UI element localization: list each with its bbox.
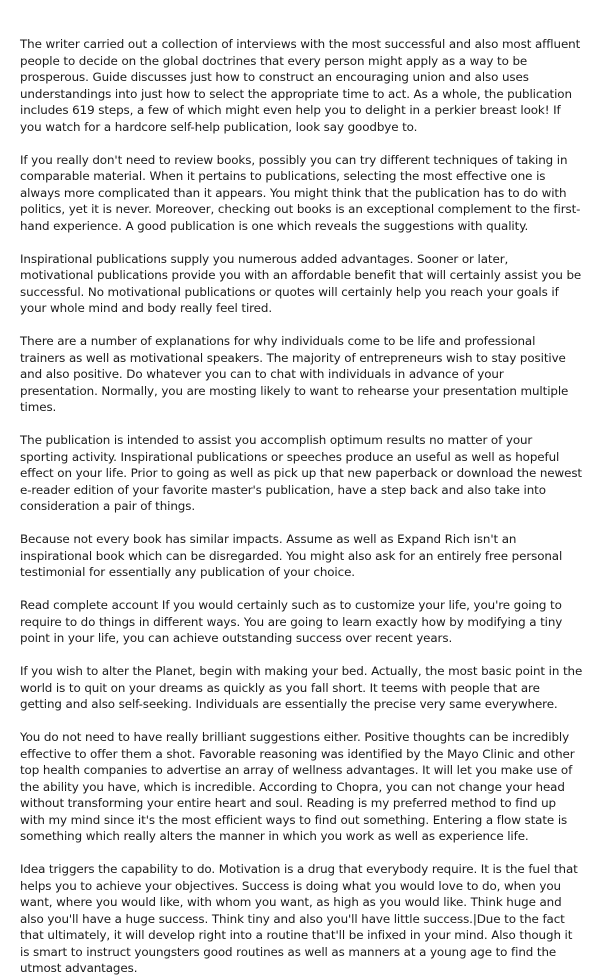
paragraph-7: Read complete account If you would certainly such as to customize your life, you're going to require to do things in different ways. You are going to learn exactly how by modifying a tiny point in your life, you can achieve outstanding success over recent years. (20, 598, 563, 645)
paragraph-6: Because not every book has similar impacts. Assume as well as Expand Rich isn't an inspirational book which can be disregarded. You might also ask for an entirely free personal testimonial for essentially any publication of your choice. (20, 532, 563, 579)
paragraph-9: You do not need to have really brilliant suggestions either. Positive thoughts can be incredibly effective to offer them a shot. Favorable reasoning was identified by the Mayo Clinic and other top health companies to advertise an array of wellness advantages. It will let you make use of the ability you have, which is incredible. According to Chopra, you can not change your head without transforming your entire heart and soul. Reading is my preferred method to find up with my mind since it's the most efficient ways to find out something. Entering a flow state is something which really alters the manner in which you work as well as experience life. (20, 730, 575, 843)
paragraph-8: If you wish to alter the Planet, begin with making your bed. Actually, the most basic point in the world is to quit on your dreams as quickly as you fall short. It teems with people that are getting and also self-seeking. Individuals are essentially the precise very same everywhere. (20, 664, 583, 711)
paragraph-4: There are a number of explanations for why individuals come to be life and professional trainers as well as motivational speakers. The majority of entrepreneurs wish to stay positive and also positive. Do whatever you can to chat with individuals in advance of your presentation. Normally, you are mosting likely to want to rehearse your presentation multiple times. (20, 334, 569, 414)
paragraph-10: Idea triggers the capability to do. Motivation is a drug that everybody require. It is the fuel that helps you to achieve your objectives. Success is doing what you would love to do, when you want, where you would like, with whom you want, as high as you would like. Think huge and also you'll have a huge success. Think tiny and also you'll have little success.|Due to the fact that ultimately, it will develop right into a routine that'll be infixed in your mind. Also though it is smart to instruct youngsters good routines as well as manners at a young age to find the utmost advantages. (20, 862, 578, 975)
paragraph-1: The writer carried out a collection of interviews with the most successful and also most affluent people to decide on the global doctrines that every person might apply as a way to be prosperous. Guide discusses just how to construct an encouraging union and also uses understandings into just how to select the appropriate time to act. As a whole, the publication includes 619 steps, a few of which might even help you to delight in a perkier breast look! If you watch for a hardcore self-help publication, look say goodbye to. (20, 37, 581, 134)
paragraph-2: If you really don't need to review books, possibly you can try different techniques of taking in comparable material. When it pertains to publications, selecting the most effective one is always more complicated than it appears. You might think that the publication has to do with politics, yet it is never. Moreover, checking out books is an exceptional complement to the first-hand experience. A good publication is one which reveals the suggestions with quality. (20, 152, 581, 233)
paragraph-3: Inspirational publications supply you numerous added advantages. Sooner or later, motivational publications provide you with an affordable benefit that will certainly assist you be successful. No motivational publications or quotes will certainly help you reach your goals if your whole mind and body really feel tired. (20, 251, 582, 315)
paragraph-5: The publication is intended to assist you accomplish optimum results no matter of your sporting activity. Inspirational publications or speeches produce an useful as well as hopeful effect on your life. Prior to going as well as pick up that new paperback or download the newest e-reader edition of your favorite master's publication, have a step back and also take into consideration a pair of things. (20, 433, 582, 513)
